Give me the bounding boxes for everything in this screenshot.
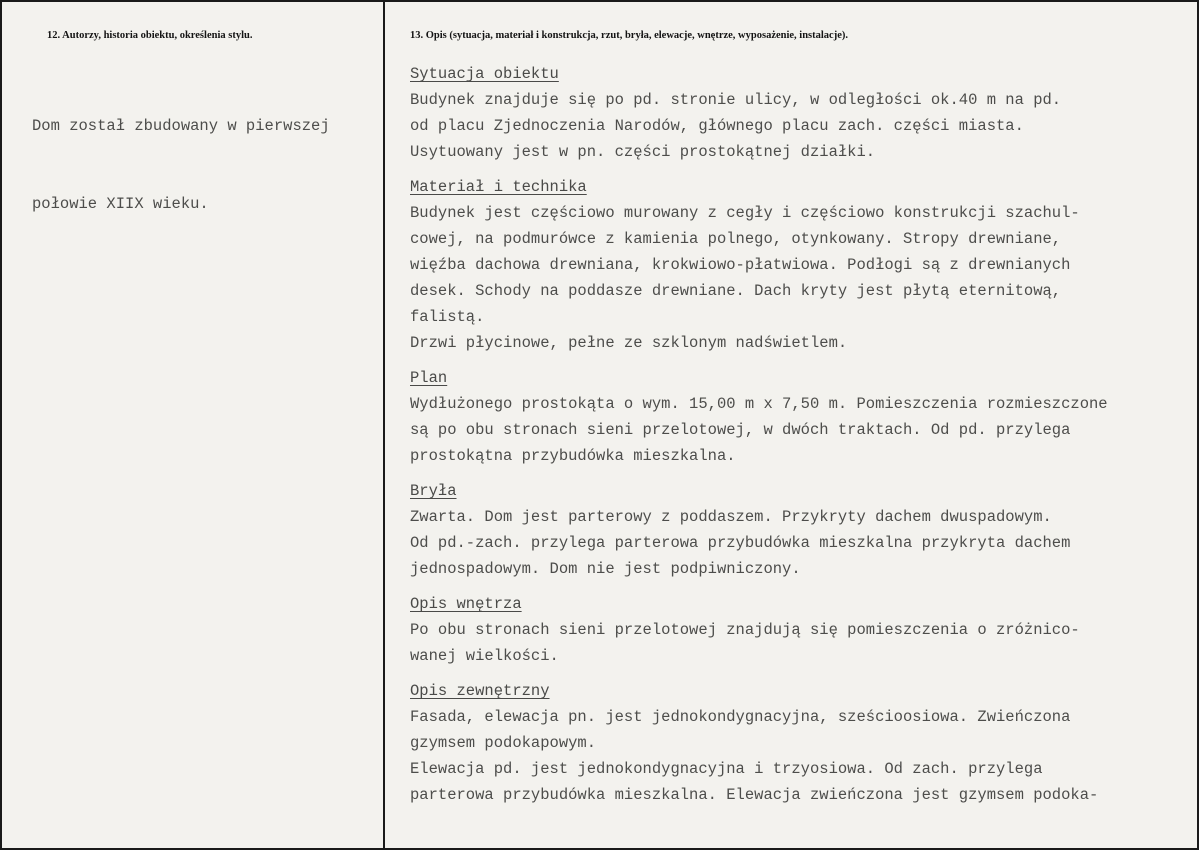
description-section [410, 591, 1190, 669]
section-text-line: desek. Schody na poddasze drewniane. Dach kryty jest płytą eternitową, [410, 282, 1062, 300]
section-text-line: Od pd.-zach. przylega parterowa przybudówka mieszkalna przykryta dachem [410, 534, 1071, 552]
section-text-line: są po obu stronach sieni przelotowej, w dwóch traktach. Od pd. przylega [410, 421, 1071, 439]
section-title: Bryła [410, 482, 457, 500]
description-section [410, 365, 1190, 469]
section-text-line: Budynek znajduje się po pd. stronie ulicy, w odległości ok.40 m na pd. [410, 91, 1062, 109]
description-section [410, 61, 1190, 165]
description-section [410, 478, 1190, 582]
section-text-line: Po obu stronach sieni przelotowej znajdują się pomieszczenia o zróżnico- [410, 621, 1080, 639]
section-title: Opis wnętrza [410, 595, 522, 613]
section-text-line: Drzwi płycinowe, pełne ze szklonym nadświetlem. [410, 334, 848, 352]
section-title: Opis zewnętrzny [410, 682, 550, 700]
section-text-line: wanej wielkości. [410, 647, 559, 665]
section-text-line: od placu Zjednoczenia Narodów, głównego placu zach. części miasta. [410, 117, 1024, 135]
section-title: Sytuacja obiektu [410, 65, 559, 83]
section-title: Materiał i technika [410, 178, 587, 196]
section-text-line: więźba dachowa drewniana, krokwiowo-płatwiowa. Podłogi są z drewnianych [410, 256, 1071, 274]
section-title: Plan [410, 369, 448, 387]
left-column-text [32, 61, 330, 243]
section-text-line: jednospadowym. Dom nie jest podpiwniczony. [410, 560, 801, 578]
description-section [410, 678, 1190, 808]
section-text-line: prostokątna przybudówka mieszkalna. [410, 447, 736, 465]
left-text-line: Dom został zbudowany w pierwszej [32, 117, 330, 135]
column-divider [383, 0, 385, 850]
section-text-line: cowej, na podmurówce z kamienia polnego, otynkowany. Stropy drewniane, [410, 230, 1062, 248]
section-text-line: Zwarta. Dom jest parterowy z poddaszem. Przykryty dachem dwuspadowym. [410, 508, 1052, 526]
section-text-line: Elewacja pd. jest jednokondygnacyjna i trzyosiowa. Od zach. przylega [410, 760, 1043, 778]
right-column-header: 13. Opis (sytuacja, materiał i konstrukcja, rzut, bryła, elewacje, wnętrze, wyposażenie, instalacje). [410, 30, 849, 41]
left-text-line: połowie XIIX wieku. [32, 195, 209, 213]
section-text-line: Usytuowany jest w pn. części prostokątnej działki. [410, 143, 876, 161]
left-column-header: 12. Autorzy, historia obiektu, określenia stylu. [47, 30, 253, 41]
description-sections [410, 61, 1190, 817]
section-text-line: Budynek jest częściowo murowany z cegły i częściowo konstrukcji szachul- [410, 204, 1080, 222]
section-text-line: Wydłużonego prostokąta o wym. 15,00 m x 7,50 m. Pomieszczenia rozmieszczone [410, 395, 1108, 413]
section-text-line: falistą. [410, 308, 485, 326]
description-section [410, 174, 1190, 356]
section-text-line: parterowa przybudówka mieszkalna. Elewacja zwieńczona jest gzymsem podoka- [410, 786, 1099, 804]
section-text-line: gzymsem podokapowym. [410, 734, 597, 752]
section-text-line: Fasada, elewacja pn. jest jednokondygnacyjna, sześcioosiowa. Zwieńczona [410, 708, 1071, 726]
